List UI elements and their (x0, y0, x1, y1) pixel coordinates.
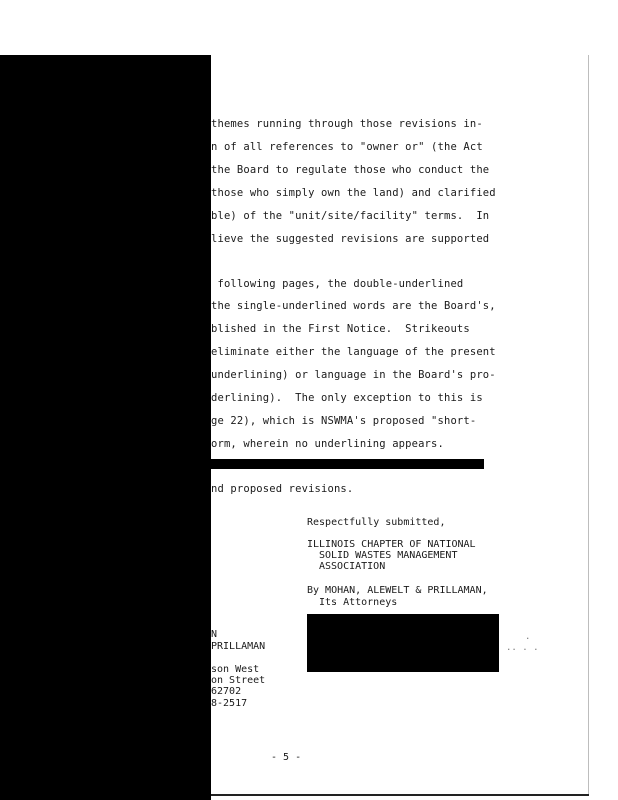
body-line: following pages, the double-underlined (211, 278, 464, 290)
address-line: 62702 (211, 686, 242, 697)
body-line: the Board to regulate those who conduct the (211, 164, 490, 176)
redacted-left-margin (0, 55, 211, 800)
by-line: By MOHAN, ALEWELT & PRILLAMAN, (307, 585, 488, 596)
body-line: the single-underlined words are the Board's, (211, 300, 496, 312)
body-line: eliminate either the language of the present (211, 346, 496, 358)
redaction-bar (211, 459, 484, 469)
scan-speck: . (525, 632, 531, 642)
address-line: PRILLAMAN (211, 641, 266, 652)
page-bottom-edge (211, 794, 589, 796)
body-line: underlining) or language in the Board's pro- (211, 369, 496, 381)
attorneys-line: Its Attorneys (319, 597, 398, 608)
page-number: - 5 - (271, 752, 302, 763)
address-line: on Street (211, 675, 266, 686)
address-line: 8-2517 (211, 698, 248, 709)
body-line: nd proposed revisions. (211, 483, 354, 495)
body-line: ble) of the "unit/site/facility" terms. In (211, 210, 490, 222)
body-line: n of all references to "owner or" (the Act (211, 141, 483, 153)
address-line: son West (211, 664, 260, 675)
closing-line: Respectfully submitted, (307, 517, 446, 528)
body-line: derlining). The only exception to this is (211, 392, 483, 404)
body-line: lieve the suggested revisions are supported (211, 233, 490, 245)
org-name-line: SOLID WASTES MANAGEMENT (319, 550, 458, 561)
org-name-line: ILLINOIS CHAPTER OF NATIONAL (307, 539, 476, 550)
body-line: ge 22), which is NSWMA's proposed "short- (211, 415, 477, 427)
address-line: N (211, 629, 218, 640)
redacted-signature (307, 614, 499, 672)
page-edge-line (588, 55, 589, 795)
org-name-line: ASSOCIATION (319, 561, 386, 572)
scan-speck: .. . . (506, 643, 539, 653)
body-line: blished in the First Notice. Strikeouts (211, 323, 470, 335)
body-line: those who simply own the land) and clarified (211, 187, 496, 199)
body-line: themes running through those revisions in- (211, 118, 483, 130)
body-line: orm, wherein no underlining appears. (211, 438, 444, 450)
